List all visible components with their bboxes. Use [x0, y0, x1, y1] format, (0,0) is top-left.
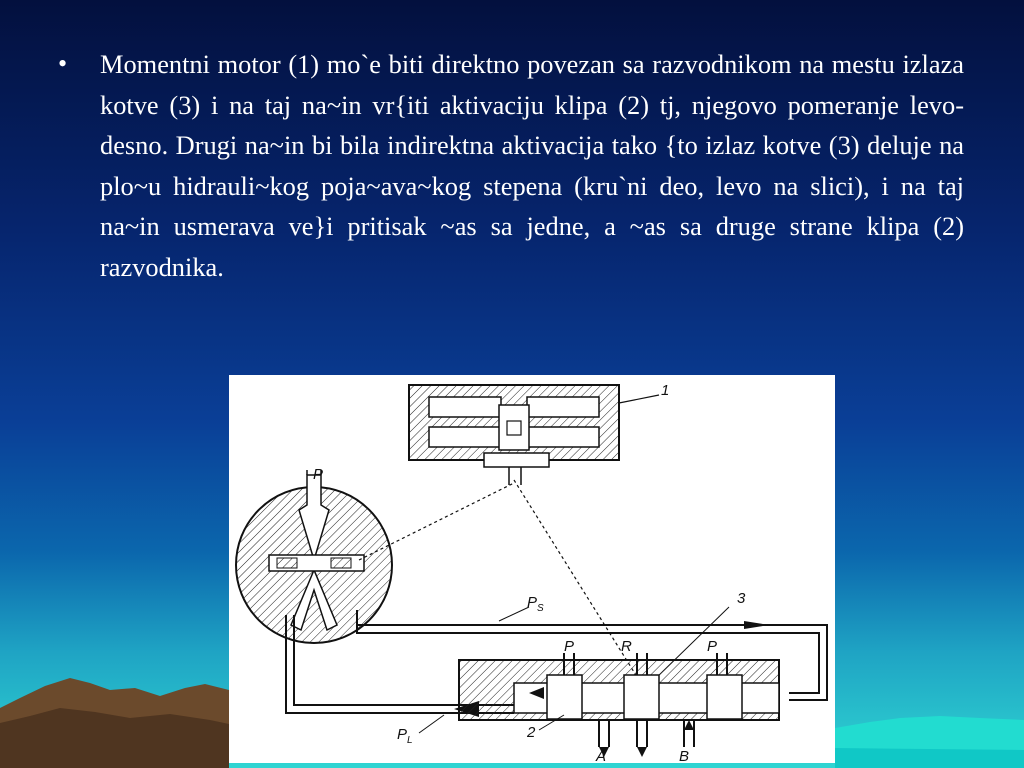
hydraulic-amplifier — [236, 470, 392, 643]
label-port-r: R — [621, 638, 632, 655]
servo-valve-diagram — [229, 375, 835, 763]
diagram-drawing — [229, 375, 835, 763]
label-supply-p: P — [313, 466, 324, 483]
flow-arrow-ps — [744, 621, 769, 629]
label-port-p-left: P — [564, 638, 575, 655]
label-pl: $P_L$ — [397, 726, 413, 746]
body-text: Momentni motor (1) mo`e biti direktno povezan sa razvodnikom na mestu izlaza kotve (3) i na taj na~in vr{iti aktivaciju klipa (2) tj, njegovo pomeranje levo-desno. Drugi na~in bi bila indirektna aktivacija tako {to izlaz kotve (3) deluje na plo~u hidrauli~kog poja~ava~kog stepena (kru`ni deo, levo na slici), i na taj na~in usmerava ve}i pritisak ~as sa jedne, a ~as sa druge strane klipa (2) razvodnika. — [100, 49, 978, 282]
torque-motor — [409, 385, 659, 485]
label-port-a: A — [596, 748, 607, 763]
bullet-paragraph — [58, 44, 978, 287]
label-port-b: B — [679, 748, 690, 763]
leader-pl — [419, 715, 444, 733]
label-piston-2: 2 — [527, 724, 536, 741]
leader-ps — [499, 607, 529, 621]
label-motor-1: 1 — [661, 382, 670, 399]
label-armature-3: 3 — [737, 590, 746, 607]
label-port-p-right: P — [707, 638, 718, 655]
bullet-marker: • — [58, 49, 68, 78]
label-ps: $P_S$ — [527, 594, 544, 614]
spool-valve — [459, 653, 779, 757]
